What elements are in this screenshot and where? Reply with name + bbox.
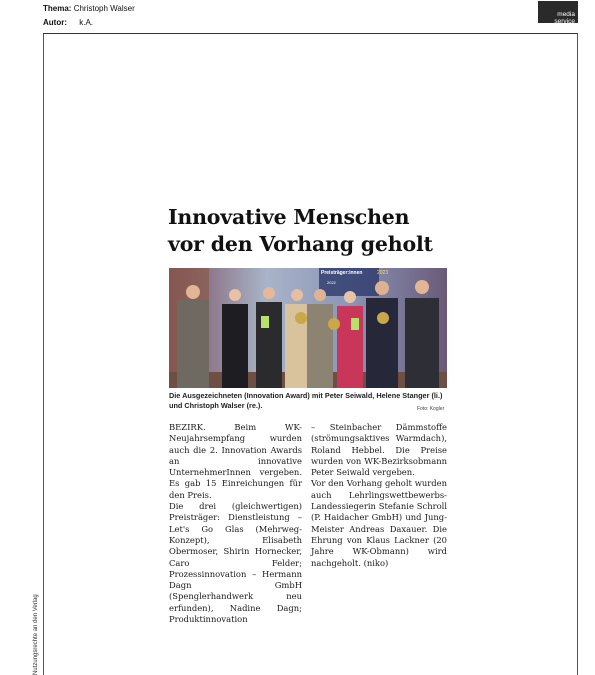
column1-paragraph2: Die drei (gleichwertigen) Preisträger: Dienstleistung – Let's Go Glas (Mehrweg-Konzept), Elisabeth Obermoser, Shirin Hornecker, Caro Felder; Prozessinnovation – Hermann Dagn GmbH (Spenglerhandwerk neu erfunden), Nadine Dagn; Produktinnovation [169,501,302,625]
column1-paragraph1: BEZIRK. Beim WK-Neujahrsempfang wurden auch die 2. Innovation Awards an innovative UnternehmerInnen vergeben. Es gab 15 Einreichungen für den Preis. [169,422,302,500]
banner-year: 2022 [327,280,336,285]
article-photo [169,268,447,388]
header-rule [43,33,578,34]
meta-author-label: Autor: [43,18,67,27]
column2-paragraph1: – Steinbacher Dämmstoffe (strömungsaktives Warmdach), Roland Hebbel. Die Preise wurden von WK-Bezirksobmann Peter Seiwald vergeben. [311,422,447,478]
award-ceremony-photo [169,268,447,388]
meta-author [43,18,93,28]
meta-theme-value: Christoph Walser [73,4,135,13]
media-service-logo [538,1,578,23]
article-column-1 [169,422,302,625]
column2-paragraph2: Vor den Vorhang geholt wurden auch Lehrlingswettbewerbs-Landessiegerin Stefanie Schroll (P. Haidacher GmbH) und Jung-Meister Andreas Daxauer. Die Ehrung von Klaus Lackner (20 Jahre WK-Obmann) wird nachgeholt. (niko) [311,478,447,568]
meta-author-value: k.A. [79,18,94,27]
photo-credit: Foto: Kogler [417,406,445,412]
usage-rights-note: Nutzungsrechte an den Verlag [33,594,39,675]
article-headline [168,204,468,258]
logo-line2: service [554,18,575,25]
article-column-2 [311,422,447,569]
photo-caption: Die Ausgezeichneten (Innovation Award) mit Peter Seiwald, Helene Stanger (li.) und Christoph Walser (re.). [169,391,443,410]
logo-line1: media [557,11,575,18]
frame-right-border [577,34,578,675]
headline-line2: vor den Vorhang geholt [168,232,433,256]
meta-theme-label: Thema: [43,4,72,13]
headline-line1: Innovative Menschen [168,205,410,229]
banner-text: Preisträger:innen [321,270,363,276]
meta-theme [43,4,135,14]
banner-year-2: 2023 [377,270,389,276]
frame-left-border [43,34,44,675]
